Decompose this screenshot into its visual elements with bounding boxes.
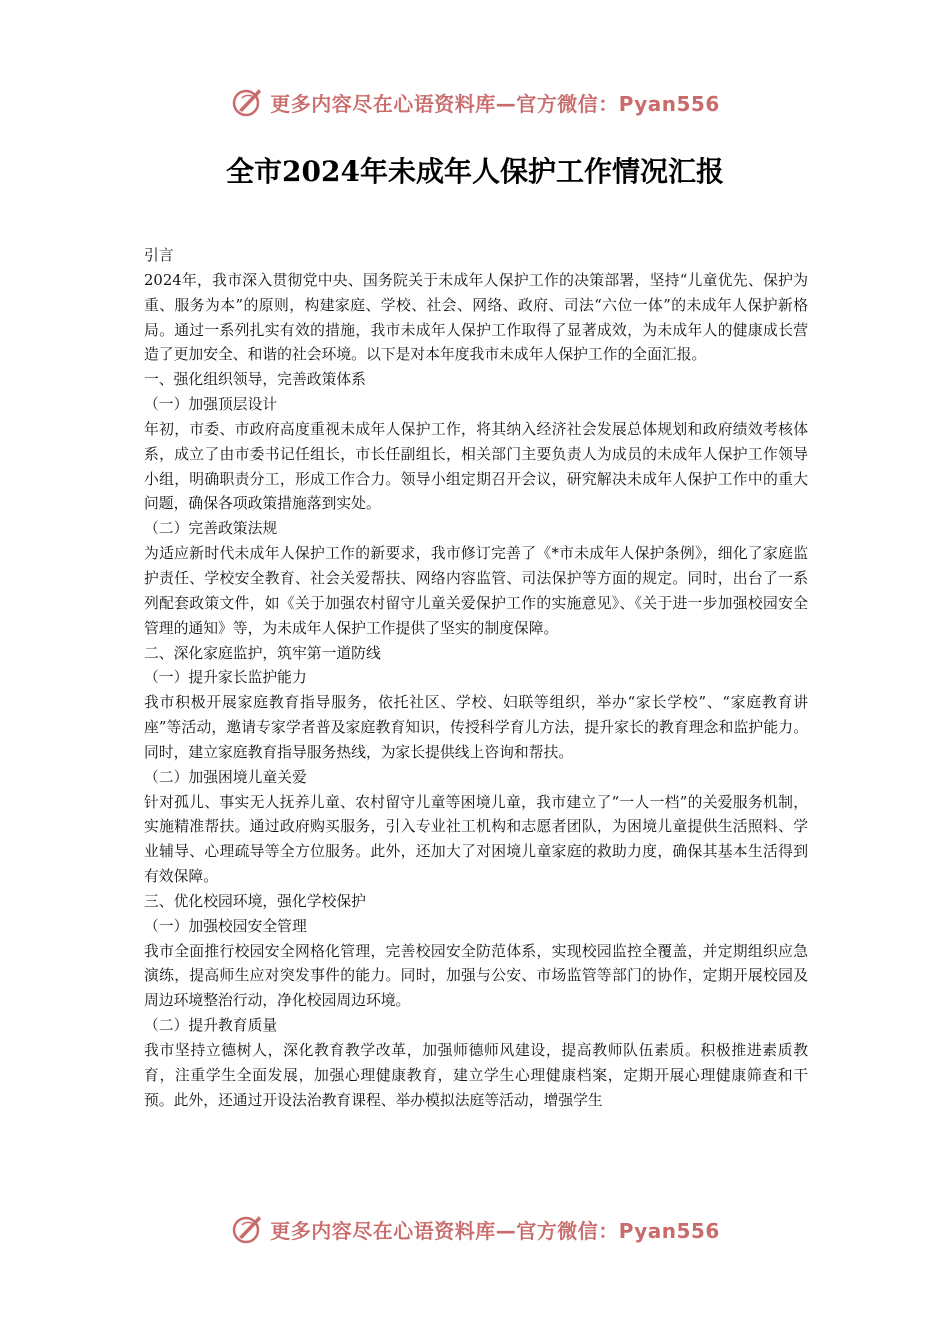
subsection-heading: （二）加强困境儿童关爱 xyxy=(144,768,307,786)
subsection-heading: （一）加强校园安全管理 xyxy=(144,917,307,935)
paragraph: 年初，市委、市政府高度重视未成年人保护工作，将其纳入经济社会发展总体规划和政府绩效考核体系，成立了由市委书记任组长，市长任副组长，相关部门主要负责人为成员的未成年人保护工作领导小组，明确职责分工，形成工作合力。领导小组定期召开会议，研究解决未成年人保护工作中的重大问题，确保各项政策措施落到实处。 xyxy=(144,420,808,513)
subsection-heading: （一）提升家长监护能力 xyxy=(144,669,307,687)
watermark-header xyxy=(0,82,950,122)
paragraph: 引言 xyxy=(144,247,174,264)
watermark-footer xyxy=(0,1209,950,1249)
paragraph: 针对孤儿、事实无人抚养儿童、农村留守儿童等困境儿童，我市建立了“一人一档”的关爱服务机制，实施精准帮扶。通过政府购买服务，引入专业社工机构和志愿者团队，为困境儿童提供生活照料、学业辅导、心理疏导等全方位服务。此外，还加大了对困境儿童家庭的救助力度，确保其基本生活得到有效保障。 xyxy=(144,793,808,886)
section-heading: 一、强化组织领导，完善政策体系 xyxy=(144,371,366,389)
subsection-heading: （一）加强顶层设计 xyxy=(144,396,278,414)
section-heading: 二、深化家庭监护，筑牢第一道防线 xyxy=(144,644,381,662)
section-heading: 三、优化校园环境，强化学校保护 xyxy=(144,892,366,910)
paragraph: 我市积极开展家庭教育指导服务，依托社区、学校、妇联等组织，举办“家长学校”、“家庭教育讲座”等活动，邀请专家学者普及家庭教育知识，传授科学育儿方法，提升家长的教育理念和监护能力。同时，建立家庭教育指导服务热线，为家长提供线上咨询和帮扶。 xyxy=(144,694,808,761)
document-body xyxy=(144,244,808,1114)
document-title: 全市2024年未成年人保护工作情况汇报 xyxy=(226,155,724,188)
paragraph: 我市全面推行校园安全网格化管理，完善校园安全防范体系，实现校园监控全覆盖，并定期组织应急演练，提高师生应对突发事件的能力。同时，加强与公安、市场监管等部门的协作，定期开展校园及周边环境整治行动，净化校园周边环境。 xyxy=(144,942,808,1010)
subsection-heading: （二）完善政策法规 xyxy=(144,520,278,538)
watermark-text: 更多内容尽在心语资料库—官方微信：Pyan556 xyxy=(270,1218,720,1243)
quill-logo-icon xyxy=(230,84,266,120)
quill-logo-icon xyxy=(230,1211,266,1247)
paragraph: 我市坚持立德树人，深化教育教学改革，加强师德师风建设，提高教师队伍素质。积极推进素质教育，注重学生全面发展，加强心理健康教育，建立学生心理健康档案，定期开展心理健康筛查和干预。此外，还通过开设法治教育课程、举办模拟法庭等活动，增强学生 xyxy=(144,1042,808,1109)
paragraph: 2024年，我市深入贯彻党中央、国务院关于未成年人保护工作的决策部署，坚持“儿童优先、保护为重、服务为本”的原则，构建家庭、学校、社会、网络、政府、司法“六位一体”的未成年人保护新格局。通过一系列扎实有效的措施，我市未成年人保护工作取得了显著成效，为未成年人的健康成长营造了更加安全、和谐的社会环境。以下是对本年度我市未成年人保护工作的全面汇报。 xyxy=(144,271,808,364)
paragraph: 为适应新时代未成年人保护工作的新要求，我市修订完善了《*市未成年人保护条例》，细化了家庭监护责任、学校安全教育、社会关爱帮扶、网络内容监管、司法保护等方面的规定。同时，出台了一系列配套政策文件，如《关于加强农村留守儿童关爱保护工作的实施意见》、《关于进一步加强校园安全管理的通知》等，为未成年人保护工作提供了坚实的制度保障。 xyxy=(144,545,808,637)
subsection-heading: （二）提升教育质量 xyxy=(144,1017,278,1035)
watermark-text: 更多内容尽在心语资料库—官方微信：Pyan556 xyxy=(270,91,720,116)
